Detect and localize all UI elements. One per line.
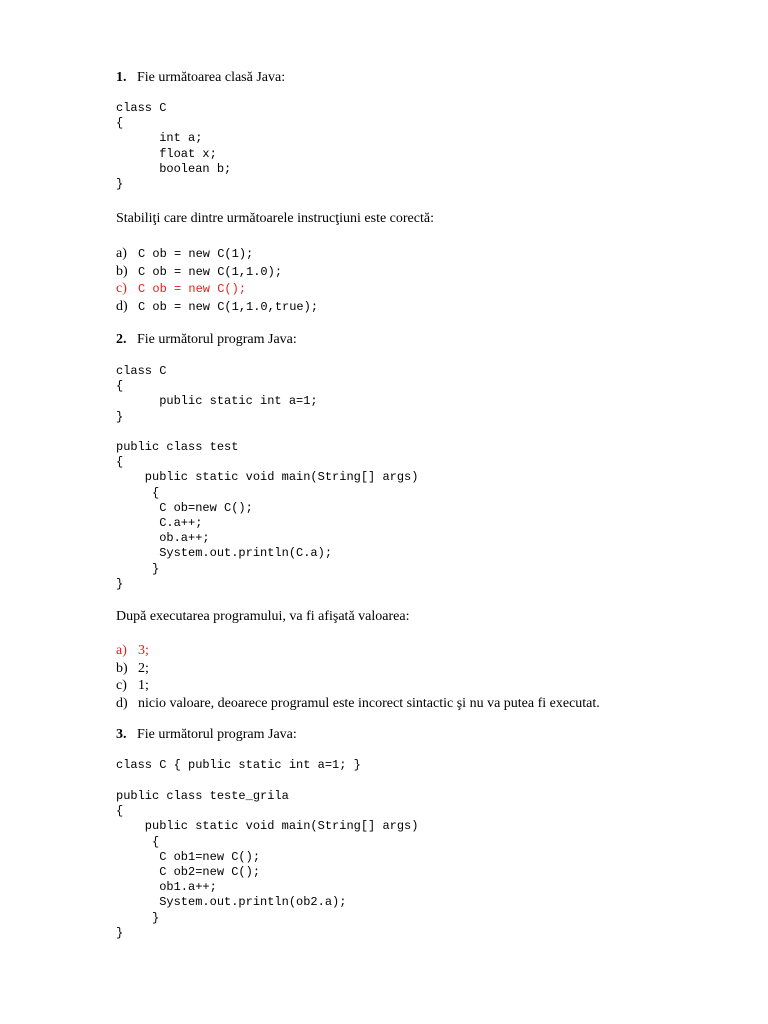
code-line: { <box>116 804 124 819</box>
code-line: { <box>116 379 124 394</box>
code-line: } <box>116 561 160 576</box>
code-line: { <box>116 485 160 500</box>
code-line: C ob1=new C(); <box>116 849 261 864</box>
code-line: float x; <box>116 146 217 161</box>
option-letter: a) <box>116 643 127 658</box>
code-line: } <box>116 910 160 925</box>
option-letter: d) <box>116 695 128 711</box>
code-line: C.a++; <box>116 515 203 530</box>
code-line: } <box>116 409 124 424</box>
code-line: } <box>116 176 124 191</box>
code-line: System.out.println(ob2.a); <box>116 895 347 910</box>
q2-options <box>116 641 600 711</box>
option-text: C ob = new C(1,1.0); <box>138 264 283 279</box>
q1-option-a <box>116 244 318 262</box>
option-text: C ob = new C(1,1.0,true); <box>138 299 319 314</box>
q3-number: 3. <box>116 727 127 742</box>
option-letter: c) <box>116 281 127 296</box>
q1-title: Fie următoarea clasă Java: <box>137 70 286 85</box>
q2-option-c <box>116 676 600 694</box>
q3-code-block-main <box>116 789 418 941</box>
option-letter: b) <box>116 660 128 676</box>
code-line: { <box>116 834 160 849</box>
option-text: C ob = new C(); <box>138 282 247 296</box>
q1-options <box>116 244 318 314</box>
q2-heading <box>116 331 297 348</box>
q2-option-d <box>116 694 600 712</box>
code-line: class C <box>116 364 167 378</box>
q3-title: Fie următorul program Java: <box>137 727 297 742</box>
code-line: System.out.println(C.a); <box>116 546 333 561</box>
option-letter: d) <box>116 298 128 314</box>
code-line: class C { public static int a=1; } <box>116 758 361 772</box>
q3-heading <box>116 726 297 743</box>
q1-option-b <box>116 262 318 280</box>
code-line: C ob=new C(); <box>116 500 253 515</box>
code-line: ob.a++; <box>116 531 210 546</box>
code-line: public class test <box>116 440 239 454</box>
code-line: public static int a=1; <box>116 394 318 409</box>
code-line: class C <box>116 101 167 115</box>
q2-title: Fie următorul program Java: <box>137 332 297 347</box>
q1-question: Stabiliţi care dintre următoarele instrucţiuni este corectă: <box>116 211 434 226</box>
q2-code-block-class <box>116 364 318 425</box>
q2-question: După executarea programului, va fi afişată valoarea: <box>116 609 410 624</box>
code-line: ob1.a++; <box>116 880 217 895</box>
q2-option-b <box>116 659 600 677</box>
q2-option-a-correct <box>116 641 600 659</box>
code-line: { <box>116 116 124 131</box>
code-line: public static void main(String[] args) <box>116 819 419 834</box>
option-letter: a) <box>116 246 127 261</box>
code-line: } <box>116 576 124 591</box>
option-text: 3; <box>138 643 149 658</box>
code-line: C ob2=new C(); <box>116 864 261 879</box>
option-letter: c) <box>116 678 127 693</box>
option-text: nicio valoare, deoarece programul este incorect sintactic şi nu va putea fi executat. <box>138 695 600 711</box>
code-line: } <box>116 925 124 940</box>
q1-heading <box>116 69 285 86</box>
option-text: C ob = new C(1); <box>138 247 254 261</box>
q2-number: 2. <box>116 332 127 347</box>
code-line: int a; <box>116 131 203 146</box>
option-letter: b) <box>116 263 128 279</box>
code-line: public static void main(String[] args) <box>116 470 419 485</box>
q1-option-c-correct <box>116 279 318 297</box>
code-line: boolean b; <box>116 161 232 176</box>
q3-code-block-class <box>116 758 361 773</box>
q1-option-d <box>116 297 318 315</box>
q2-code-block-main <box>116 440 418 592</box>
option-text: 1; <box>138 678 149 693</box>
option-text: 2; <box>138 660 149 676</box>
code-line: { <box>116 455 124 470</box>
q1-number: 1. <box>116 70 127 85</box>
code-line: public class teste_grila <box>116 789 289 803</box>
q1-code-block <box>116 101 231 192</box>
